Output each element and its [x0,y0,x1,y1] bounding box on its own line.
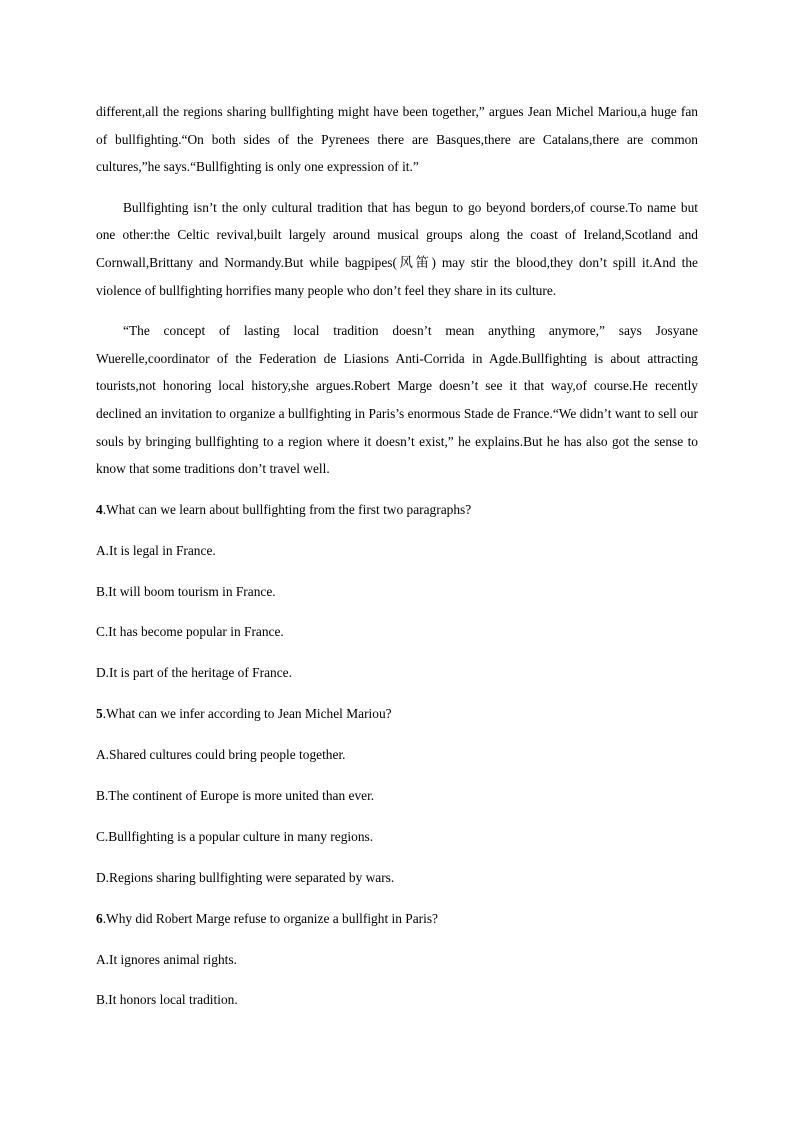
question-number: 4 [96,501,103,517]
reading-passage [96,98,698,483]
answer-option-a: A.It ignores animal rights. [96,951,237,967]
answer-option-b: B.It honors local tradition. [96,992,238,1008]
question-text: .What can we learn about bullfighting from the first two paragraphs? [102,501,472,517]
answer-option-c: C.It has become popular in France. [96,624,284,640]
answer-option-c: C.Bullfighting is a popular culture in many regions. [96,828,374,844]
passage-paragraph-2: Bullfighting isn’t the only cultural tradition that has begun to go beyond borders,of course.To name but one other:the Celtic revival,built largely around musical groups along the coast of Ireland,Scotland and Cornwall,Brittany and Normandy.But while bagpipes(风笛) may stir the blood,they don’t spill it.And the violence of bullfighting horrifies many people who don’t feel they share in its culture. [96,199,698,298]
question-text: .Why did Robert Marge refuse to organize a bullfight in Paris? [102,910,439,926]
answer-option-d: D.It is part of the heritage of France. [96,665,292,681]
question-text: .What can we infer according to Jean Michel Mariou? [102,706,392,722]
question-number: 6 [96,910,103,926]
answer-option-d: D.Regions sharing bullfighting were separated by wars. [96,869,395,885]
question-stem [96,905,698,933]
question-6 [96,905,698,1014]
question-5 [96,700,698,891]
passage-paragraph-1: different,all the regions sharing bullfighting might have been together,” argues Jean Michel Mariou,a huge fan of bullfighting.“On both sides of the Pyrenees there are Basques,there are Catalans,there are common cultures,”he says.“Bullfighting is only one expression of it.” [96,104,698,175]
answer-option-a: A.It is legal in France. [96,542,216,558]
answer-option-b: B.The continent of Europe is more united than ever. [96,787,375,803]
question-stem [96,496,698,524]
question-number: 5 [96,706,103,722]
passage-paragraph-3: “The concept of lasting local tradition doesn’t mean anything anymore,” says Josyane Wuerelle,coordinator of the Federation de Liasions Anti-Corrida in Agde.Bullfighting is about attracting tourists,not honoring local history,she argues.Robert Marge doesn’t see it that way,of course.He recently declined an invitation to organize a bullfighting in Paris’s enormous Stade de France.“We didn’t want to sell our souls by bringing bullfighting to a region where it doesn’t exist,” he explains.But he has also got the sense to know that some traditions don’t travel well. [96,323,698,477]
answer-option-a: A.Shared cultures could bring people together. [96,747,346,763]
document-page [96,98,698,1027]
question-stem [96,700,698,728]
answer-option-b: B.It will boom tourism in France. [96,583,276,599]
question-4 [96,496,698,687]
